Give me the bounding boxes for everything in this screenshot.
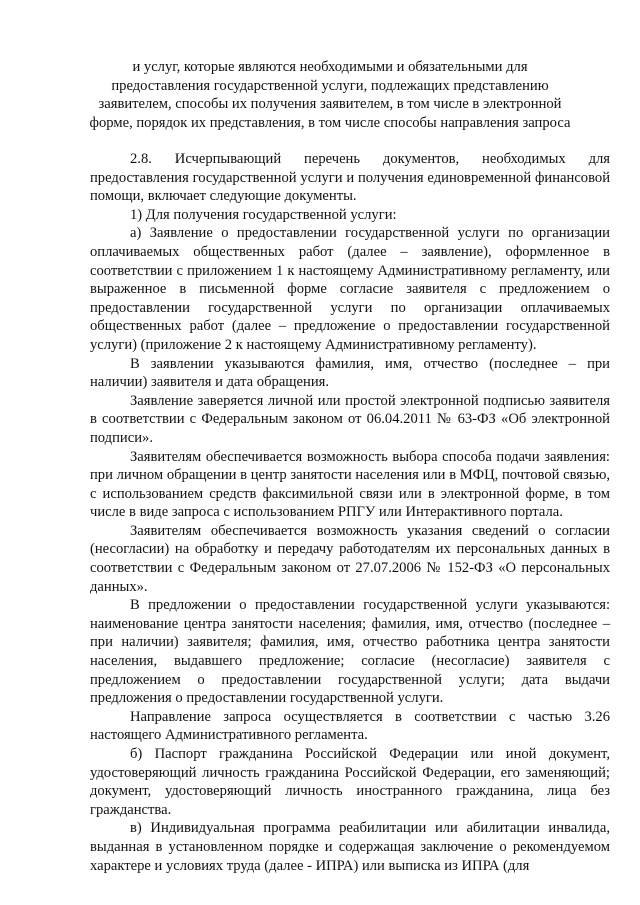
heading-line: форме, порядок их представления, в том числе способы направления запроса: [89, 114, 571, 131]
heading-line: заявителем, способы их получения заявителем, в том числе в электронной: [98, 96, 562, 113]
heading-line: и услуг, которые являются необходимыми и обязательными для: [132, 59, 528, 75]
section-heading: [80, 58, 580, 132]
paragraph-item-a: а) Заявление о предоставлении государственной услуги по организации оплачиваемых общественных работ (далее – заявление), оформленное в соответствии с приложением 1 к настоящему Административному регламенту, или выраженное в письменной форме согласие заявителя с предложением о предоставлении государственной услуги по организации оплачиваемых общественных работ (далее – предложение о предоставлении государственной услуги) (приложение 2 к настоящему Административному регламенту).: [90, 225, 610, 353]
paragraph-item-1: 1) Для получения государственной услуги:: [130, 206, 397, 223]
paragraph: Заявителям обеспечивается возможность выбора способа подачи заявления: при личном обращении в центр занятости населения или в МФЦ, почтовой связью, с использованием средств факсимильной связи или в электронной форме, в том числе в виде запроса с использованием РПГУ или Интерактивного портала.: [90, 448, 610, 521]
paragraph: Заявление заверяется личной или простой электронной подписью заявителя в соответствии с Федеральным законом от 06.04.2011 № 63-ФЗ «Об электронной подписи».: [90, 392, 610, 446]
paragraph: В заявлении указываются фамилия, имя, отчество (последнее – при наличии) заявителя и дата обращения.: [90, 355, 610, 391]
paragraph: Заявителям обеспечивается возможность указания сведений о согласии (несогласии) на обработку и передачу работодателям их персональных данных в соответствии с Федеральным законом от 27.07.2006 № 152-ФЗ «О персональных данных».: [90, 522, 610, 595]
paragraph: Направление запроса осуществляется в соответствии с частью 3.26 настоящего Административного регламента.: [90, 708, 610, 744]
paragraph-2-8: 2.8. Исчерпывающий перечень документов, необходимых для предоставления государственной услуги и получения единовременной финансовой помощи, включает следующие документы.: [90, 151, 610, 205]
paragraph-item-v: в) Индивидуальная программа реабилитации или абилитации инвалида, выданная в установленном порядке и содержащая заключение о рекомендуемом характере и условиях труда (далее - ИПРА) или выписка из ИПРА (для: [90, 820, 610, 874]
document-body: [90, 150, 610, 875]
heading-line: предоставления государственной услуги, подлежащих представлению: [111, 77, 549, 94]
paragraph-item-b: б) Паспорт гражданина Российской Федерации или иной документ, удостоверяющий личность гражданина Российской Федерации, его заменяющий; документ, удостоверяющий личность иностранного гражданина, лица без гражданства.: [90, 746, 610, 818]
paragraph: В предложении о предоставлении государственной услуги указываются: наименование центра занятости населения; фамилия, имя, отчество (последнее – при наличии) заявителя; фамилия, имя, отчество работника центра занятости населения, выдавшего предложение; согласие (несогласие) заявителя с предложением о предоставлении государственной услуги; дата выдачи предложения о предоставлении государственной услуги.: [90, 597, 610, 707]
